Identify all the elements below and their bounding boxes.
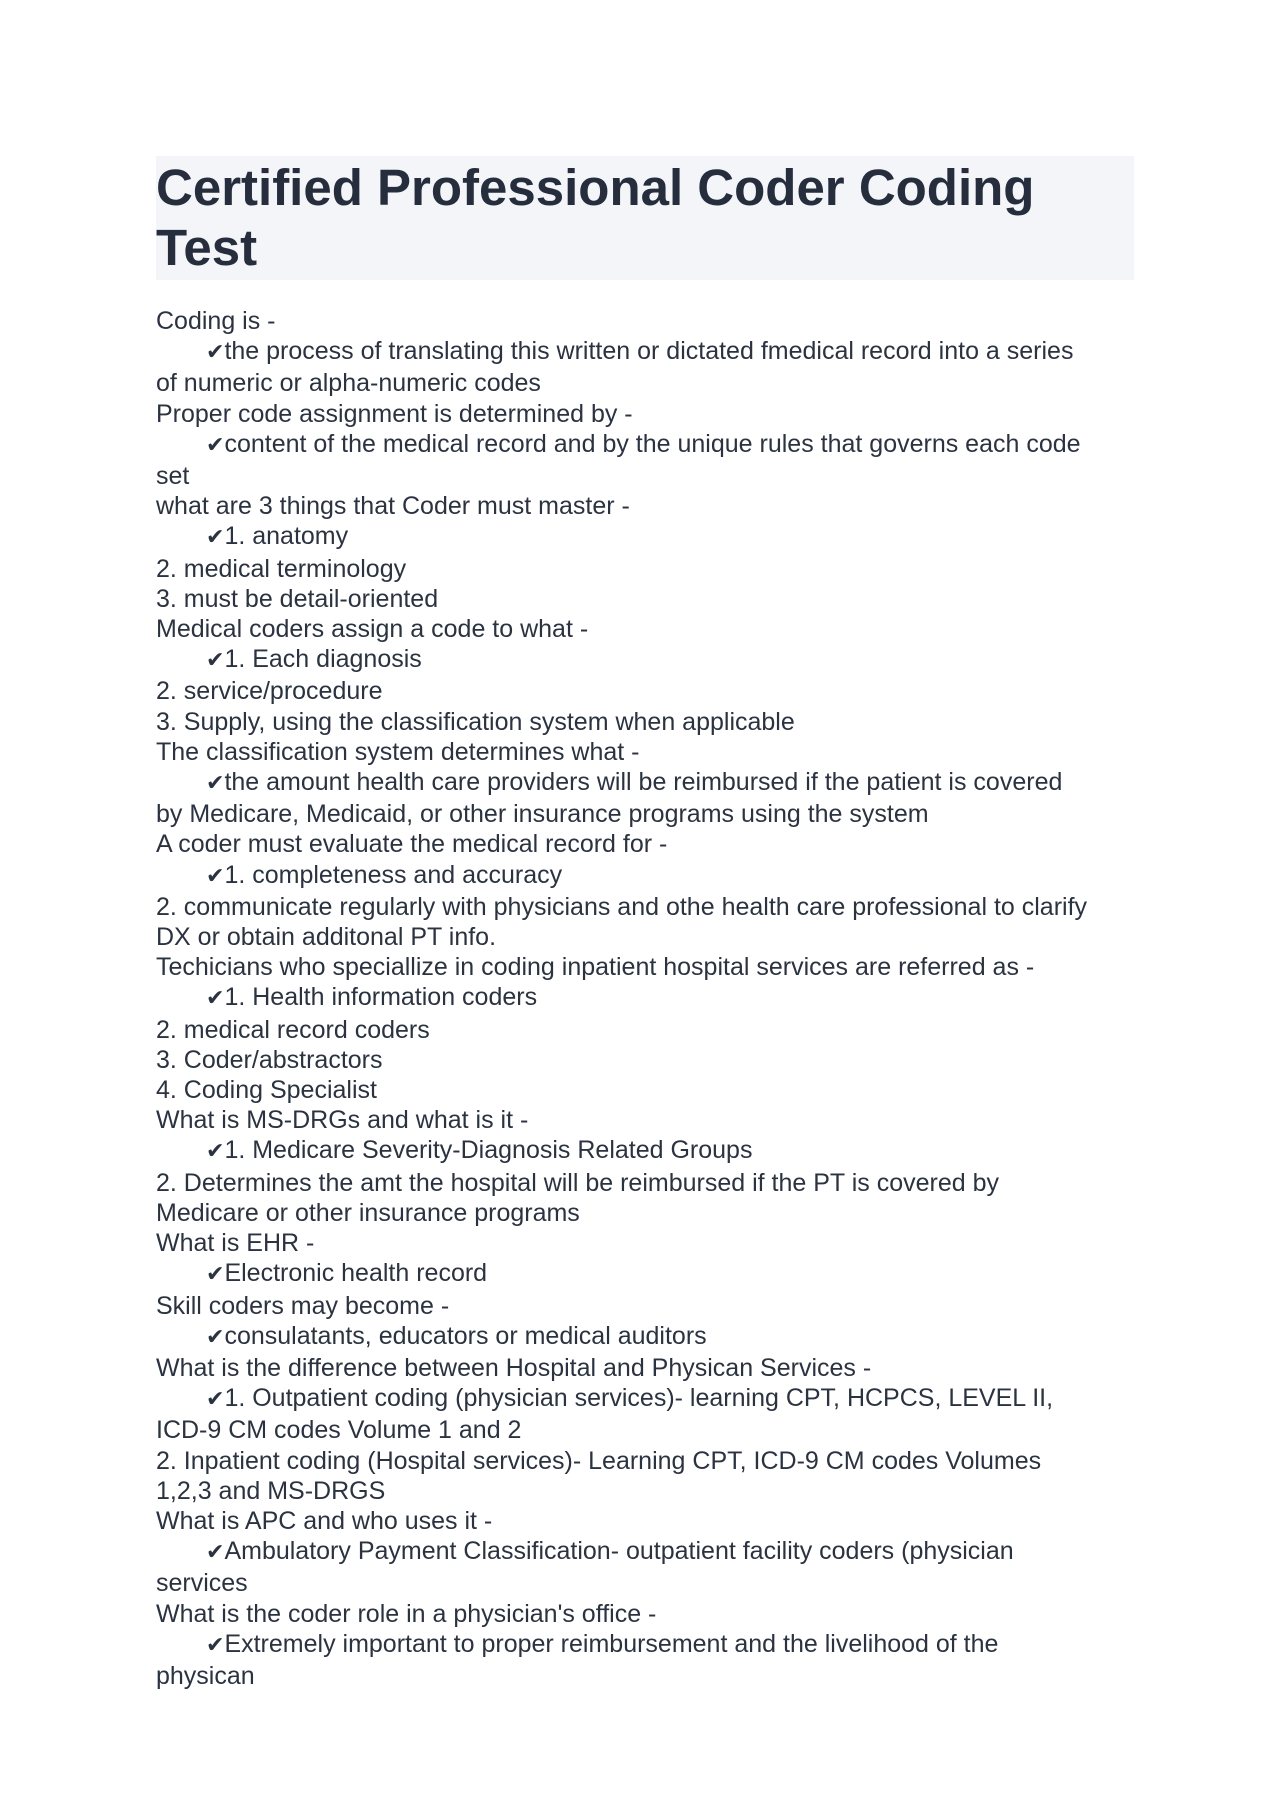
question-text: Techicians who speciallize in coding inpatient hospital services are referred as - — [156, 953, 1035, 982]
answer-line: 4. Coding Specialist — [156, 1076, 377, 1105]
answer-text: 1. Each diagnosis — [224, 645, 422, 674]
answer-first-line — [156, 1321, 1134, 1353]
answer-text: Electronic health record — [224, 1259, 488, 1288]
checkmark-icon: ✔ — [206, 340, 225, 366]
checkmark-icon: ✔ — [206, 525, 225, 551]
answer-first-line — [156, 644, 1134, 676]
question-text: what are 3 things that Coder must master - — [156, 492, 630, 521]
answer-line: 2. communicate regularly with physicians and othe health care professional to clarify — [156, 892, 1088, 921]
answer-first-line — [156, 860, 1134, 892]
answer-text: 1. Outpatient coding (physician services)- learning CPT, HCPCS, LEVEL II, — [224, 1384, 1054, 1413]
answer-line: ICD-9 CM codes Volume 1 and 2 — [156, 1416, 522, 1445]
answer-text: 1. anatomy — [224, 522, 349, 551]
page-title: Certified Professional Coder Coding Test — [156, 159, 1035, 276]
answer-first-line — [156, 1258, 1134, 1290]
answer-first-line — [156, 429, 1134, 461]
question-text: Proper code assignment is determined by - — [156, 399, 633, 428]
answer-text: content of the medical record and by the unique rules that governs each code — [224, 429, 1081, 458]
answer-first-line — [156, 1629, 1134, 1661]
answer-first-line — [156, 982, 1134, 1014]
question-text: Skill coders may become - — [156, 1291, 450, 1320]
question-text: What is the coder role in a physician's office - — [156, 1599, 657, 1628]
answer-first-line — [156, 1383, 1134, 1415]
answer-text: 1. completeness and accuracy — [224, 860, 563, 889]
answer-text: Ambulatory Payment Classification- outpatient facility coders (physician — [224, 1537, 1014, 1566]
answer-first-line — [156, 336, 1134, 368]
answer-text: 1. Medicare Severity-Diagnosis Related Groups — [224, 1136, 753, 1165]
answer-first-line — [156, 767, 1134, 799]
title-block — [156, 156, 1134, 280]
question-text: What is the difference between Hospital and Physican Services - — [156, 1353, 872, 1382]
answer-line: services — [156, 1569, 248, 1598]
answer-line: of numeric or alpha-numeric codes — [156, 369, 541, 398]
answer-line: 2. medical terminology — [156, 554, 407, 583]
checkmark-icon: ✔ — [206, 1632, 225, 1658]
checkmark-icon: ✔ — [206, 1324, 225, 1350]
answer-first-line — [156, 1536, 1134, 1568]
checkmark-icon: ✔ — [206, 1387, 225, 1413]
answer-line: by Medicare, Medicaid, or other insurance programs using the system — [156, 800, 929, 829]
answer-text: the process of translating this written or dictated fmedical record into a series — [224, 337, 1074, 366]
question-text: What is MS-DRGs and what is it - — [156, 1106, 529, 1135]
answer-line: Medicare or other insurance programs — [156, 1198, 580, 1227]
question-text: What is EHR - — [156, 1229, 315, 1258]
answer-first-line — [156, 1135, 1134, 1167]
answer-line: 2. medical record coders — [156, 1015, 430, 1044]
document-page — [156, 156, 1134, 1691]
question-text: Coding is - — [156, 307, 276, 335]
checkmark-icon: ✔ — [206, 986, 225, 1012]
answer-text: 1. Health information coders — [224, 983, 538, 1012]
answer-line: 3. Coder/abstractors — [156, 1045, 383, 1074]
answer-line: physican — [156, 1661, 255, 1690]
checkmark-icon: ✔ — [206, 648, 225, 674]
answer-line: DX or obtain additonal PT info. — [156, 923, 497, 952]
checkmark-icon: ✔ — [206, 863, 225, 889]
checkmark-icon: ✔ — [206, 771, 225, 797]
answer-line: 2. Determines the amt the hospital will be reimbursed if the PT is covered by — [156, 1168, 999, 1197]
answer-line: 3. must be detail-oriented — [156, 584, 439, 613]
answer-text: consulatants, educators or medical auditors — [224, 1321, 707, 1350]
answer-line: 3. Supply, using the classification system when applicable — [156, 707, 795, 736]
question-text: The classification system determines what - — [156, 737, 640, 766]
checkmark-icon: ✔ — [206, 1262, 225, 1288]
qa-list — [156, 306, 1134, 1691]
checkmark-icon: ✔ — [206, 1540, 225, 1566]
answer-text: Extremely important to proper reimbursement and the livelihood of the — [224, 1629, 999, 1658]
answer-line: 1,2,3 and MS-DRGS — [156, 1476, 386, 1505]
question-text: A coder must evaluate the medical record for - — [156, 830, 668, 859]
answer-line: set — [156, 462, 190, 491]
answer-first-line — [156, 521, 1134, 553]
checkmark-icon: ✔ — [206, 432, 225, 458]
checkmark-icon: ✔ — [206, 1139, 225, 1165]
answer-line: 2. Inpatient coding (Hospital services)- Learning CPT, ICD-9 CM codes Volumes — [156, 1446, 1042, 1475]
question-text: Medical coders assign a code to what - — [156, 615, 589, 644]
question-text: What is APC and who uses it - — [156, 1506, 493, 1535]
answer-line: 2. service/procedure — [156, 677, 383, 706]
answer-text: the amount health care providers will be reimbursed if the patient is covered — [224, 768, 1063, 797]
